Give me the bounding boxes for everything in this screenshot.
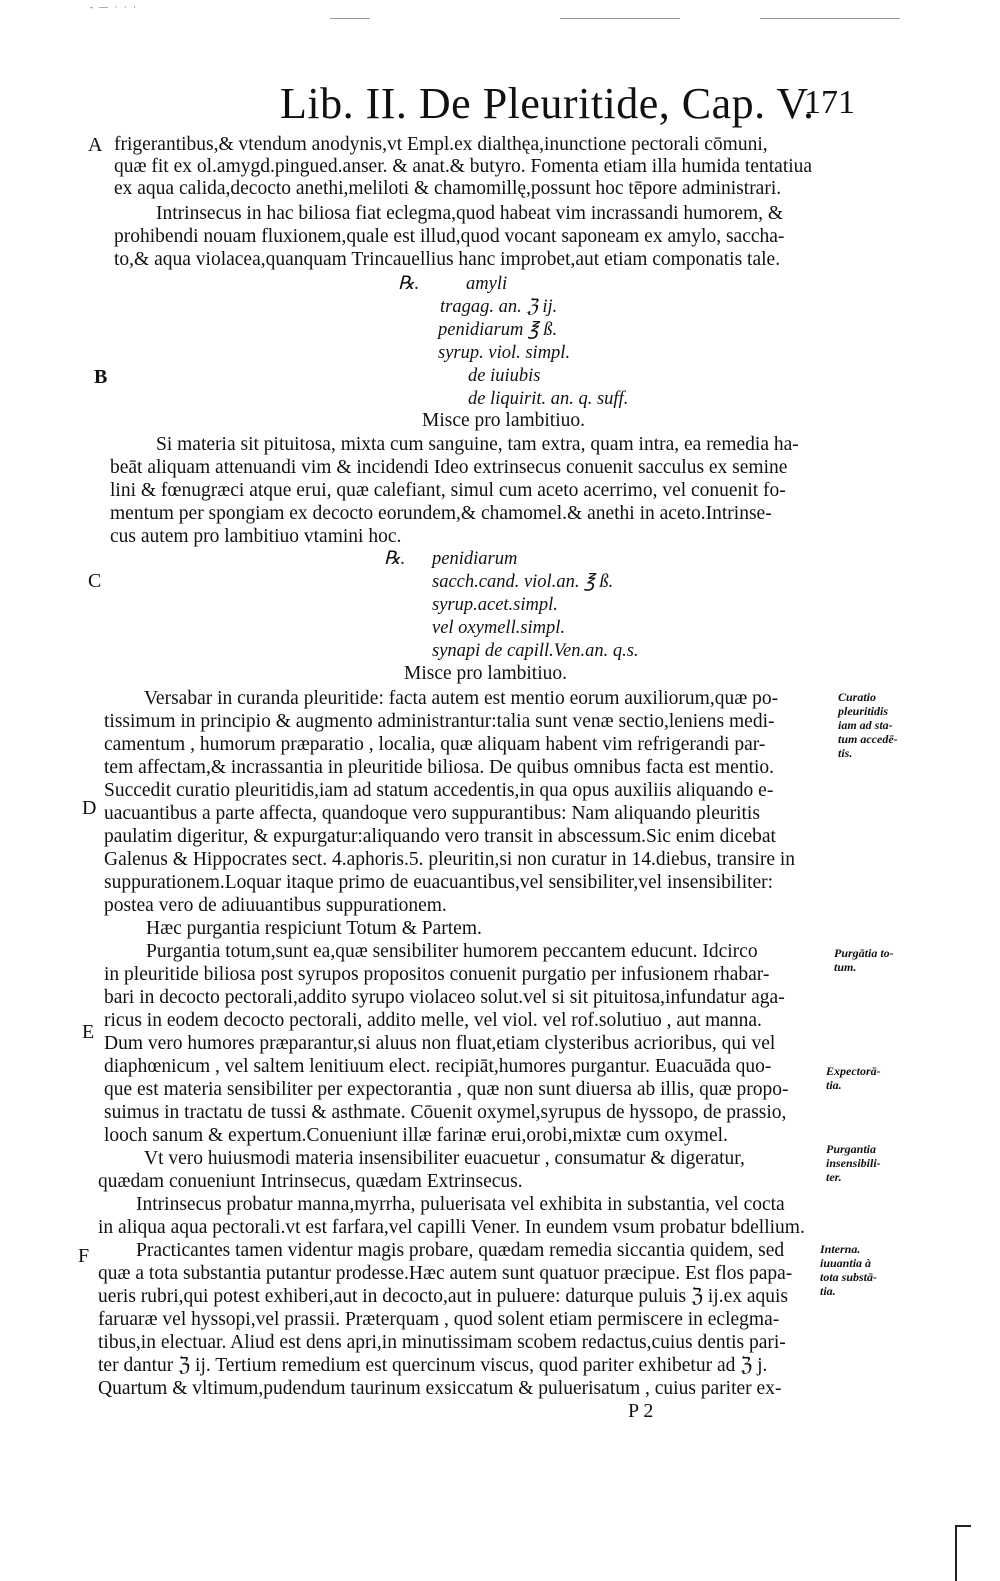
text-line: faruaræ vel hyssopi,vel prassii. Præterquam , quod solent etiam permiscere in eclegma-	[98, 1309, 780, 1330]
recipe-symbol: ℞.	[398, 274, 420, 294]
recipe-line: synapi de capill.Ven.an. q.s.	[432, 641, 639, 661]
recipe-close: Misce pro lambitiuo.	[404, 663, 568, 684]
recipe-line: syrup.acet.simpl.	[432, 595, 558, 615]
top-rule	[560, 18, 680, 19]
recipe-line: tragag. an. ℨ ij.	[440, 297, 558, 317]
text-line: tissimum in principio & augmento administrantur:talia sunt venæ sectio,leniens medi-	[104, 711, 775, 732]
recipe-line: penidiarum ℥ ß.	[438, 320, 558, 340]
text-line: Hæc purgantia respiciunt Totum & Partem.	[146, 918, 482, 939]
text-line: Intrinsecus in hac biliosa fiat eclegma,quod habeat vim incrassandi humorem, &	[156, 203, 784, 224]
text-line: Quartum & vltimum,pudendum taurinum exsiccatum & puluerisatum , cuius pariter ex-	[98, 1378, 782, 1399]
text-line: suppurationem.Loquar itaque primo de euacuantibus,vel sensibiliter,vel insensibiliter:	[104, 872, 774, 893]
text-line: prohibendi nouam fluxionem,quale est illud,quod vocant saponeam ex amylo, sacchа-	[114, 226, 785, 247]
text-line: postea vero de adiuuantibus suppurationem.	[104, 895, 447, 916]
margin-letter-a: A	[88, 134, 103, 156]
recipe-line: sacch.cand. viol.an. ℥ ß.	[432, 572, 614, 592]
top-rule	[330, 18, 370, 19]
side-note-purgantia: Purgātia to- tum.	[834, 946, 894, 974]
text-line: mentum per spongiam ex decocto eorundem,& chamomel.& anethi in aceto.Intrinse-	[110, 503, 772, 524]
recipe-line: amyli	[466, 274, 508, 294]
side-note-interna: Interna. iuuantia à tota substā- tia.	[820, 1242, 878, 1298]
recipe-line: syrup. viol. simpl.	[438, 343, 571, 363]
text-line: Purgantia totum,sunt ea,quæ sensibiliter humorem peccantem educunt. Idcirco	[146, 941, 758, 962]
text-line: beāt aliquam attenuandi vim & incidendi Ideo extrinsecus conuenit sacculus ex semine	[110, 457, 788, 478]
text-line: Dum vero humores præparantur,si aluus non fluat,etiam clysteribus acrioribus, qui vel	[104, 1033, 776, 1054]
text-line: ex aqua calida,decocto anethi,meliloti & chamomillę,possunt hoc tēpore administrari.	[114, 178, 782, 199]
text-line: cus autem pro lambitiuo vtamini hoc.	[110, 526, 402, 547]
recipe-close: Misce pro lambitiuo.	[422, 410, 586, 431]
text-line: Versabar in curanda pleuritide: facta autem est mentio eorum auxiliorum,quæ po-	[144, 688, 779, 709]
recipe-line: de liquirit. an. q. suff.	[468, 389, 629, 409]
side-note-insensibiliter: Purgantia insensibili- ter.	[826, 1142, 881, 1184]
text-line: quæ a tota substantia putantur prodesse.Hæc autem sunt quatuor præcipue. Est flos papa-	[98, 1263, 793, 1284]
text-line: diaphœnicum , vel saltem lenitiuum elect. recipiāt,humores purgantur. Euacuāda quo-	[104, 1056, 772, 1077]
signature-mark: P 2	[628, 1400, 654, 1422]
recipe-line: penidiarum	[432, 549, 518, 569]
page-top-mark: - — · · ·	[90, 2, 138, 12]
text-line: Intrinsecus probatur manna,myrrha, puluerisata vel exhibita in substantia, vel cocta	[136, 1194, 785, 1215]
text-line: lini & fœnugræci atque erui, quæ calefiant, simul cum aceto acerrimo, vel conuenit fo-	[110, 480, 786, 501]
recipe-line: vel oxymell.simpl.	[432, 618, 566, 638]
text-line: ueris rubri,qui potest exhiberi,aut in decocto,aut in puluere: daturque puluis ℨ ij.ex aquis	[98, 1286, 789, 1307]
text-line: tem affectam,& incrassantia in pleuritide biliosa. De quibus omnibus facta est mentio.	[104, 757, 775, 778]
text-line: tibus,in electuar. Aliud est dens apri,in minutissimam scobem redactus,cuius dentis pari-	[98, 1332, 786, 1353]
text-line: Vt vero huiusmodi materia insensibiliter euacuetur , consumatur & digeratur,	[144, 1148, 745, 1169]
margin-letter-d: D	[82, 797, 97, 819]
page-number: 171	[804, 84, 855, 121]
recipe-line: de iuiubis	[468, 366, 541, 386]
text-line: Si materia sit pituitosa, mixta cum sanguine, tam extra, quam intra, ea remedia ha-	[156, 434, 799, 455]
text-line: frigerantibus,& vtendum anodynis,vt Empl.ex dialthęa,inunctione pectorali cōmuni,	[114, 134, 768, 155]
text-line: in pleuritide biliosa post syrupos propositos conuenit purgatio per infusionem rhabar-	[104, 964, 770, 985]
text-line: to,& aqua violacea,quanquam Trincauellius hanc improbet,aut etiam componatis tale.	[114, 249, 781, 270]
text-line: bari in decocto pectorali,addito syrupo violaceo solut.vel si sit pituitosa,infundatur aga-	[104, 987, 785, 1008]
running-header: Lib. II. De Pleuritide, Cap. V.	[280, 79, 815, 128]
margin-letter-e: E	[82, 1021, 95, 1043]
text-line: uacuantibus a parte affecta, quandoque vero suppurantibus: Nam aliquando pleuritis	[104, 803, 760, 824]
text-line: Practicantes tamen videntur magis probare, quædam remedia siccantia quidem, sed	[136, 1240, 785, 1261]
text-line: quædam conueniunt Intrinsecus, quædam Extrinsecus.	[98, 1171, 523, 1192]
text-line: quæ fit ex ol.amygd.pingued.anser. & anat.& butyro. Fomenta etiam illa humida tentatiua	[114, 156, 813, 177]
text-line: Galenus & Hippocrates sect. 4.aphoris.5. pleuritin,si non curatur in 14.diebus, transire in	[104, 849, 796, 870]
top-rule	[760, 18, 900, 19]
side-note-expectorantia: Expectorā- tia.	[826, 1064, 881, 1092]
margin-letter-c: C	[88, 570, 102, 592]
text-line: que est materia sensibiliter per expectorantia , quæ non sunt diuersa ab illis, quæ propo-	[104, 1079, 789, 1100]
page-corner-mark	[955, 1525, 971, 1581]
text-line: suimus in tractatu de tussi & asthmate. Cōuenit oxymel,syrupus de hyssopo, de prassio,	[104, 1102, 787, 1123]
text-line: paulatim digeritur, & expurgatur:aliquando vero transit in abscessum.Sic enim dicebat	[104, 826, 776, 847]
margin-letter-f: F	[78, 1245, 90, 1267]
text-line: in aliqua aqua pectorali.vt est farfara,vel capilli Vener. In eundem vsum probatur bdellium.	[98, 1217, 805, 1238]
text-line: camentum , humorum præparatio , localia, quæ aliquam habent vim refrigerandi par-	[104, 734, 766, 755]
text-line: looch sanum & expertum.Conueniunt illæ farinæ erui,orobi,mixtæ cum oxymel.	[104, 1125, 728, 1146]
text-line: ter dantur ℨ ij. Tertium remedium est quercinum viscus, quod pariter exhibetur ad ℨ j.	[98, 1355, 768, 1376]
text-line: Succedit curatio pleuritidis,iam ad statum accedentis,in qua opus auxiliis aliquando e-	[104, 780, 774, 801]
margin-letter-b: B	[94, 366, 108, 388]
recipe-symbol: ℞.	[384, 549, 406, 569]
side-note-curatio: Curatio pleuritidis iam ad sta- tum accedē- tis.	[838, 690, 898, 760]
text-line: ricus in eodem decocto pectorali, addito melle, vel viol. vel rof.solutiuo , aut manna.	[104, 1010, 762, 1031]
